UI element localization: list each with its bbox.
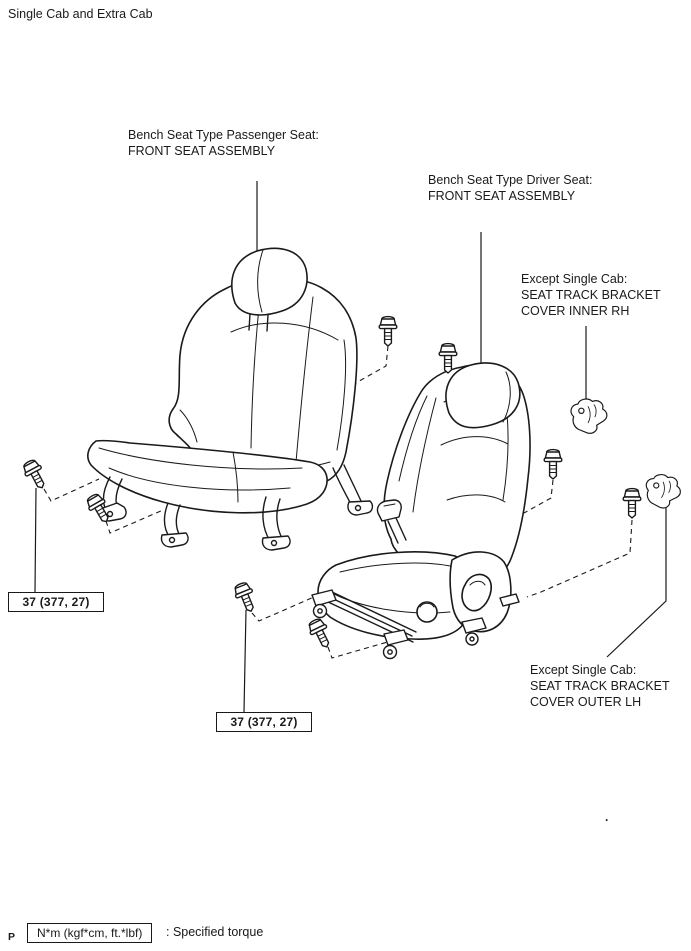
callout-bracket-outer-lh-line1: Except Single Cab:: [530, 663, 637, 677]
dashed-leader-bolt-7: [252, 597, 314, 621]
torque-unit-box: N*m (kgf*cm, ft.*lbf): [27, 923, 152, 943]
page-title: Single Cab and Extra Cab: [8, 7, 153, 21]
bracket-cover-outer-lh-icon: [644, 473, 682, 509]
bolt-icon: [306, 617, 335, 651]
callout-bracket-inner-rh-line2: SEAT TRACK BRACKET: [521, 288, 661, 302]
leader-line-torque-box-2: [244, 610, 246, 712]
callout-bracket-inner-rh-line3: COVER INNER RH: [521, 304, 630, 318]
bolt-icon: [623, 489, 641, 518]
callout-bracket-inner-rh-line1: Except Single Cab:: [521, 272, 628, 286]
callout-bracket-inner-rh: [521, 271, 661, 319]
callout-driver-seat-line2: FRONT SEAT ASSEMBLY: [428, 189, 576, 203]
dashed-leader-bolt-8: [328, 641, 391, 658]
bolt-icon: [232, 581, 259, 615]
torque-spec-box-bucket: 37 (377, 27): [216, 712, 312, 732]
callout-passenger-seat-line2: FRONT SEAT ASSEMBLY: [128, 144, 276, 158]
callout-driver-seat: [428, 172, 592, 204]
bolt-icon: [379, 317, 397, 346]
callout-bracket-outer-lh-line3: COVER OUTER LH: [530, 695, 642, 709]
page-marker: P: [8, 931, 16, 943]
dashed-leader-bolt-3: [524, 480, 553, 513]
stray-dot-mark: .: [605, 810, 609, 824]
callout-bracket-outer-lh: [530, 662, 670, 710]
torque-spec-box-bench: 37 (377, 27): [8, 592, 104, 612]
bolt-icon: [21, 458, 50, 492]
callout-bracket-outer-lh-line2: SEAT TRACK BRACKET: [530, 679, 670, 693]
callout-passenger-seat-line1: Bench Seat Type Passenger Seat:: [128, 128, 319, 142]
recline-knob: [417, 602, 437, 622]
leader-line-bracket-outer-lh: [607, 506, 666, 657]
dashed-leader-bolt-4: [527, 520, 632, 597]
bench-seat-illustration: [88, 248, 373, 550]
callout-driver-seat-line1: Bench Seat Type Driver Seat:: [428, 173, 593, 187]
bolt-icon: [544, 450, 562, 479]
legend-description: : Specified torque: [166, 925, 264, 939]
leader-line-torque-box-1: [35, 488, 36, 592]
callout-passenger-seat: [128, 127, 319, 159]
bracket-cover-inner-rh-icon: [571, 399, 607, 433]
